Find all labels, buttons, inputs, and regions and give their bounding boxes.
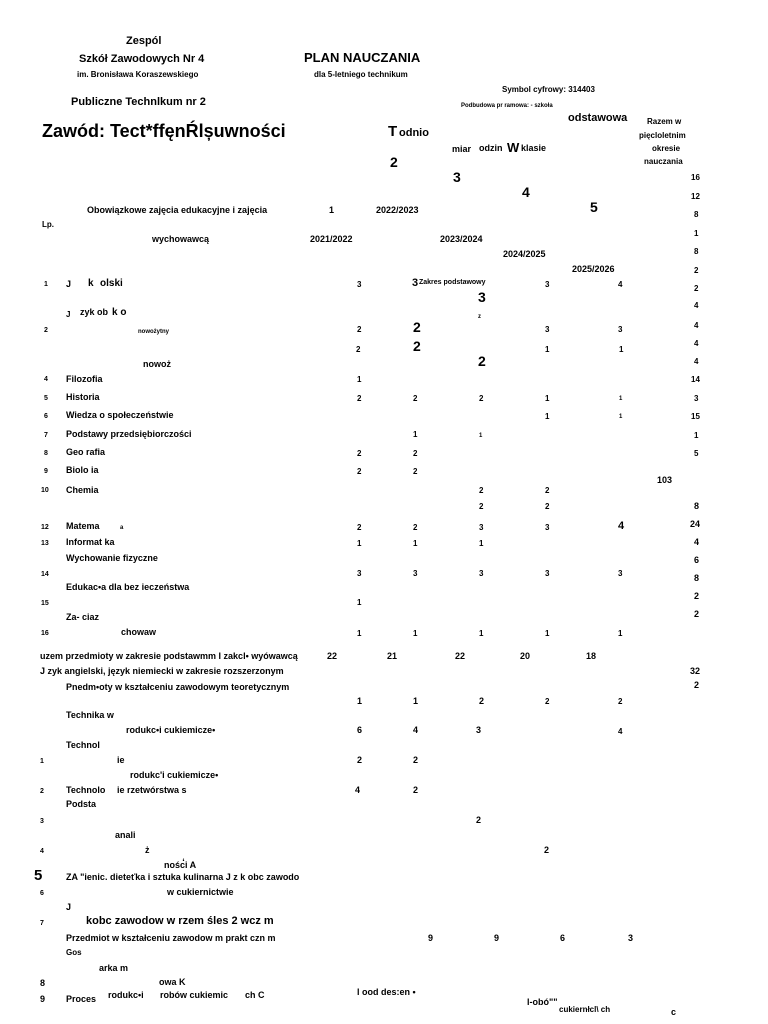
total-header-3: okresie: [652, 144, 681, 153]
profession-title: Zawód: Tect*ffęnŔlșuwności: [42, 121, 286, 141]
row-number: 4: [40, 848, 44, 855]
year-2022-2023: 2022/2023: [376, 205, 419, 215]
total-header-1: Razem w: [647, 117, 682, 126]
cell-value: 2: [545, 486, 550, 495]
total-value: 3: [694, 394, 699, 403]
row-number: 3: [40, 818, 44, 825]
total-value: 24: [690, 519, 701, 529]
cell-value: 2: [478, 353, 486, 369]
row-text: c: [671, 1007, 677, 1017]
cell-value: 1: [357, 539, 362, 548]
cell-value: 2: [545, 697, 550, 706]
cell-value: 2: [413, 785, 419, 795]
cell-value: 2: [356, 345, 361, 354]
cell-value: 2: [479, 502, 484, 511]
cell-value: 4: [618, 280, 623, 289]
subject-name: olski: [100, 278, 123, 289]
org-name-line2: Szkół Zawodowych Nr 4: [79, 53, 205, 65]
total-value: 8: [694, 573, 700, 583]
subject-name: Wiedza o społeczeństwie: [66, 410, 174, 420]
total-value: 1: [694, 229, 699, 238]
total-value: 4: [694, 321, 699, 330]
row-text: J: [66, 902, 72, 912]
plan-title: PLAN NAUCZANIA: [304, 50, 421, 65]
cell-value: 9: [428, 933, 434, 943]
row-number: 4: [44, 376, 48, 383]
sum-value: 22: [327, 651, 338, 661]
row-text: anali: [115, 830, 136, 840]
cell-value: 2: [413, 467, 418, 476]
odnio-label: odnio: [399, 127, 429, 139]
total-value: 15: [691, 412, 700, 421]
cell-value: 1: [545, 345, 550, 354]
org-name-line3: im. Bronisława Koraszewskiego: [77, 70, 199, 79]
cell-value: 4: [355, 785, 361, 795]
class-3-heading: 3: [453, 169, 461, 185]
cell-value: 3: [618, 325, 623, 334]
row-number: 10: [41, 487, 49, 494]
cell-value: 1: [545, 394, 550, 403]
row-text: rodukc•i: [108, 990, 144, 1000]
subject-name: Technolo: [66, 785, 106, 795]
row-number: 1: [44, 281, 48, 288]
total-value: 103: [657, 475, 673, 485]
row-number: 5: [34, 867, 43, 884]
total-value: 16: [691, 173, 700, 182]
cell-value: 1: [619, 414, 623, 420]
row-text: l ood des:en •: [357, 987, 416, 997]
cell-value: 3: [357, 569, 362, 578]
cell-value: 1: [357, 375, 362, 384]
cell-value: 2: [413, 394, 418, 403]
cell-value: 2: [479, 486, 484, 495]
row-number: 6: [40, 890, 44, 897]
cell-value: 3: [545, 569, 550, 578]
row-number: 5: [44, 395, 48, 402]
row-number: 6: [44, 413, 48, 420]
cell-value: 2: [357, 523, 362, 532]
subject-name: Chemia: [66, 485, 99, 495]
cell-value: 1: [357, 696, 363, 706]
total-value: 32: [690, 666, 701, 676]
odzin-label: odzin: [479, 143, 503, 153]
row-text: z: [478, 314, 481, 320]
row-number: 14: [41, 571, 49, 578]
subject-name: Geo rafia: [66, 447, 106, 457]
year-2024-2025: 2024/2025: [503, 249, 546, 259]
org-name-line1: Zespól: [126, 35, 162, 47]
row-text: J: [66, 279, 72, 289]
total-value: 2: [694, 284, 699, 293]
total-value: 8: [694, 210, 699, 219]
cell-value: 3: [413, 569, 418, 578]
cell-value: 2: [479, 696, 485, 706]
year-2021-2022: 2021/2022: [310, 234, 353, 244]
w-letter: W: [507, 140, 520, 155]
cell-value: 1: [413, 696, 419, 706]
sum-value: 18: [586, 651, 597, 661]
cell-value: 2: [545, 502, 550, 511]
lp-header: Lp.: [42, 220, 54, 229]
total-value: 2: [694, 266, 699, 275]
row-text: ie: [117, 755, 125, 765]
row-text: w cukiernictwie: [167, 887, 234, 897]
subject-name: Edukac•a dla bez ieczeństwa: [66, 582, 190, 592]
cell-value: 3: [479, 523, 484, 532]
sum-label: uzem przedmioty w zakresie podstawmm I zakcl• wyówawcą: [40, 651, 298, 661]
total-value: 4: [694, 339, 699, 348]
cell-value: 2: [544, 845, 550, 855]
cell-value: 2: [357, 325, 362, 334]
cell-value: 2: [357, 467, 362, 476]
subject-name: Proces: [66, 994, 97, 1004]
cell-value: 1: [479, 539, 484, 548]
row-number: 16: [41, 630, 49, 637]
cell-value: 2: [479, 394, 484, 403]
cell-value: 4: [618, 520, 625, 532]
subject-name: Technol: [66, 740, 100, 750]
row-number: 8: [44, 450, 48, 457]
row-number: 2: [44, 327, 48, 334]
subject-name: Podstawy przedsiębiorczości: [66, 429, 192, 439]
total-value: 6: [694, 555, 700, 565]
row-text: nowożytny: [138, 329, 169, 335]
total-value: 2: [694, 680, 700, 690]
subject-name: ZA "ienic. dieteťka i sztuka kulinarna J z k obc zawodo: [66, 872, 300, 882]
cell-value: 3: [479, 569, 484, 578]
cell-value: 1: [545, 412, 550, 421]
cell-value: 3: [412, 277, 419, 289]
class-2-heading: 2: [390, 154, 398, 170]
row-number: 8: [40, 978, 46, 988]
total-value: 2: [694, 609, 700, 619]
cell-value: 3: [628, 933, 634, 943]
row-number: 13: [41, 540, 49, 547]
cell-value: 2: [413, 755, 419, 765]
cell-value: 2: [357, 755, 363, 765]
row-text: ie rzetwórstwa s: [117, 785, 187, 795]
cell-value: 3: [476, 725, 482, 735]
subject-name: rodukc'i cukiemicze•: [130, 770, 219, 780]
subject-name: Filozofia: [66, 374, 103, 384]
cell-value: 2: [357, 394, 362, 403]
subject-name: Biolo ia: [66, 465, 99, 475]
total-value: 1: [694, 431, 699, 440]
cell-value: 3: [618, 569, 623, 578]
cell-value: 2: [476, 815, 482, 825]
total-value: 4: [694, 357, 699, 366]
total-value: 5: [694, 449, 699, 458]
subject-name: nowoż: [143, 359, 171, 369]
row-text: robów cukiemic: [160, 990, 229, 1000]
cell-value: 9: [494, 933, 500, 943]
cell-value: 1: [479, 433, 483, 439]
subject-name: rodukc•i cukiemicze•: [126, 725, 216, 735]
practical-section-label: Przedmiot w kształceniu zawodow m prakt czn m: [66, 933, 276, 943]
subject-name: chowaw: [121, 627, 157, 637]
cell-value: 2: [413, 319, 421, 335]
row-number: 15: [41, 600, 49, 607]
plan-subtitle: dla 5-letniego technikum: [314, 70, 408, 79]
row-number: 7: [44, 432, 48, 439]
total-value: 2: [694, 591, 700, 601]
cell-value: 1: [413, 539, 418, 548]
class-4-heading: 4: [522, 184, 530, 200]
cell-value: 2: [413, 523, 418, 532]
class-1-heading: 1: [329, 205, 335, 215]
row-number: 7: [40, 920, 44, 927]
class-5-heading: 5: [590, 199, 598, 215]
total-value: 14: [691, 375, 700, 384]
cell-value: 1: [357, 629, 362, 638]
subject-name: Historia: [66, 392, 100, 402]
theory-section-label: Pnedm•oty w kształceniu zawodowym teoretycznym: [66, 682, 290, 692]
miar-label: miar: [452, 144, 472, 154]
row-text: J: [66, 310, 71, 319]
cell-value: 6: [560, 933, 566, 943]
row-text: nośc̒i A: [164, 860, 197, 870]
subject-name: Wychowanie fizyczne: [66, 553, 158, 563]
cell-value: 2: [618, 697, 623, 706]
sum-value: 21: [387, 651, 398, 661]
cell-value: 1: [413, 629, 418, 638]
t-label: T: [388, 123, 398, 140]
subject-name: Podsta: [66, 799, 97, 809]
total-header-4: nauczania: [644, 157, 683, 166]
cell-value: 1: [479, 629, 484, 638]
cell-value: 3: [545, 280, 550, 289]
row-text: ch C: [245, 990, 265, 1000]
cell-value: 3: [357, 280, 362, 289]
row-text: owa K: [159, 977, 186, 987]
year-2023-2024: 2023/2024: [440, 234, 483, 244]
row-number: 12: [41, 524, 49, 531]
total-value: 8: [694, 247, 699, 256]
subjects-header-2: wychowawcą: [152, 234, 210, 244]
row-text: ż: [145, 845, 150, 855]
cell-value: 2: [357, 449, 362, 458]
cell-value: 4: [618, 727, 623, 736]
subject-name: Matema: [66, 521, 100, 531]
scope-note: Zakres podstawowy: [419, 279, 486, 286]
school-name: Publiczne Technlkum nr 2: [71, 96, 206, 108]
extended-label: J zyk angielski, język niemiecki w zakresie rozszerzonym: [40, 666, 284, 676]
cell-value: 1: [545, 629, 550, 638]
sum-value: 22: [455, 651, 466, 661]
row-number: 9: [44, 468, 48, 475]
total-value: 4: [694, 537, 700, 547]
cell-value: 2: [413, 449, 418, 458]
row-text: k o: [112, 307, 127, 318]
cell-value: 1: [413, 430, 418, 439]
year-2025-2026: 2025/2026: [572, 264, 615, 274]
cell-value: 1: [618, 629, 623, 638]
subjects-header-1: Obowiązkowe zajęcia edukacyjne i zajęcia: [87, 205, 268, 215]
symbol-code: Symbol cyfrowy: 314403: [502, 85, 595, 94]
subject-name: Technika w: [66, 710, 114, 720]
cell-value: 1: [357, 598, 362, 607]
cell-value: 1: [619, 345, 624, 354]
subject-name: Informat ka: [66, 537, 115, 547]
cell-value: 3: [478, 289, 486, 305]
row-text: l-obó"": [527, 997, 558, 1007]
klasie-label: klasie: [521, 143, 547, 153]
cell-value: 2: [413, 338, 421, 354]
total-value: 12: [691, 192, 700, 201]
sum-value: 20: [520, 651, 531, 661]
row-number: 9: [40, 994, 46, 1004]
row-text: Gos: [66, 948, 82, 957]
row-text: a: [120, 525, 124, 531]
cell-value: 6: [357, 725, 363, 735]
row-text: cukiernłcl\ ch: [559, 1005, 611, 1014]
total-value: 8: [694, 501, 700, 511]
basis-note: Podbudowa pr ramowa: - szkoła: [461, 103, 553, 109]
row-number: 2: [40, 788, 44, 795]
cell-value: 3: [545, 325, 550, 334]
cell-value: 3: [545, 523, 550, 532]
subject-name: zyk ob: [80, 307, 109, 317]
cell-value: 4: [413, 725, 419, 735]
total-header-2: pięcloletnim: [639, 131, 686, 140]
row-text: k: [88, 278, 94, 289]
total-value: 4: [694, 301, 699, 310]
row-number: 1: [40, 758, 44, 765]
odstawowa-label: odstawowa: [568, 112, 628, 124]
row-text: arka m: [99, 963, 129, 973]
subject-name: kobc zawodow w rzem śles 2 wcz m: [86, 915, 274, 927]
subject-name: Za- ciaz: [66, 612, 100, 622]
cell-value: 1: [619, 396, 623, 402]
